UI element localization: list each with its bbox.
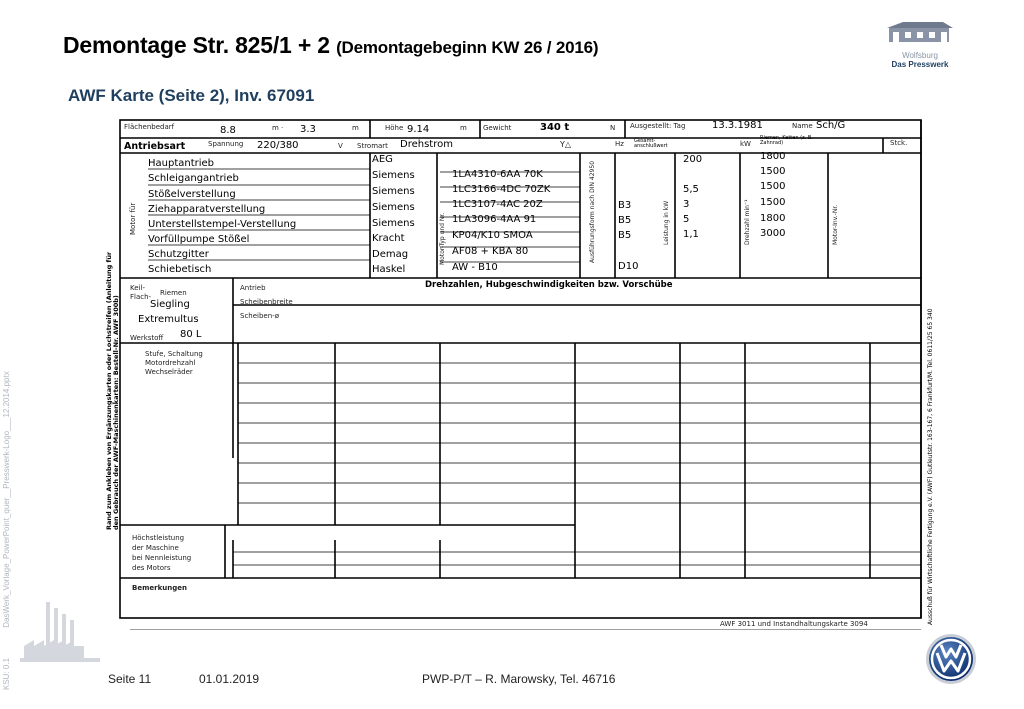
motor-rpm: 1500 xyxy=(760,181,786,192)
vw-logo xyxy=(925,633,977,685)
stck-label: Stck. xyxy=(890,139,908,147)
motor-purpose: Stößelverstellung xyxy=(148,189,236,200)
title-main: Demontage Str. 825/1 + 2 xyxy=(63,32,330,58)
riemen-maker: Siegling xyxy=(150,299,190,310)
motor-rpm: 3000 xyxy=(760,228,786,239)
antrieb-label: Antrieb xyxy=(240,284,266,292)
motor-form: B3 xyxy=(618,200,632,211)
flaechenbedarf-label: Flächenbedarf xyxy=(124,123,175,131)
gewicht-value: 340 t xyxy=(540,122,570,133)
motor-type: KP04/K10 SMOA xyxy=(452,230,533,241)
logo-line1: Wolfsburg xyxy=(902,51,938,60)
spannung-label: Spannung xyxy=(208,140,244,148)
left-margin-text: Rand zum Ankleben von Ergänzungskarten oder Lochstreifen (Anleitung für den Gebrauch der AWF-Maschinenkarten: Bestell-Nr. AWF 300b) xyxy=(105,251,120,530)
motor-purpose: Ziehapparatverstellung xyxy=(148,204,266,215)
footer-page: Seite 11 xyxy=(108,672,152,686)
motor-purpose: Unterstellstempel-Verstellung xyxy=(148,219,297,230)
m2-label: m xyxy=(352,124,359,132)
antriebsart-label: Antriebsart xyxy=(124,141,186,152)
stufe-line2: Motordrehzahl xyxy=(145,359,196,367)
motor-maker: Demag xyxy=(372,249,409,260)
file-name: DasWerk_Vorlage_PowerPoint_quer__Presswerk-Logo___12.2014.pptx xyxy=(2,371,11,628)
factory-silhouette-icon xyxy=(20,600,100,662)
v-label: V xyxy=(338,142,343,150)
n-label: N xyxy=(610,124,616,132)
motor-type: AF08 + KBA 80 xyxy=(452,246,529,257)
flaechenbedarf-w: 8.8 xyxy=(220,125,236,136)
m3-label: m xyxy=(460,124,467,132)
flach-label: Flach- xyxy=(130,293,152,301)
drehzahl-label: Drehzahl min⁻¹ xyxy=(744,199,751,245)
hoechst-line2: der Maschine xyxy=(132,544,179,552)
motor-maker: Kracht xyxy=(372,233,405,244)
hoehe-label: Höhe xyxy=(385,124,404,132)
version-label: KSU: 0.1 xyxy=(2,657,11,690)
motor-purpose: Vorfüllpumpe Stößel xyxy=(148,234,250,245)
spannung-value: 220/380 xyxy=(257,140,299,151)
motor-maker: Siemens xyxy=(372,202,415,213)
right-margin-text: Ausschuß für Wirtschaftliche Fertigung e.V. (AWF) Gutleutstr. 163-167, 6 Frankfurt/M. Tel. 0611/25 65 340 xyxy=(927,308,934,625)
footer-contact: PWP-P/T – R. Marowsky, Tel. 46716 xyxy=(422,672,616,686)
werkstoff-label: Werkstoff xyxy=(130,334,164,342)
hoechst-line4: des Motors xyxy=(132,564,171,572)
gesamt-label: Gesamt-anschlußwert xyxy=(634,138,668,149)
motor-rpm: 1800 xyxy=(760,213,786,224)
motor-form: D10 xyxy=(618,261,639,272)
presswerk-logo xyxy=(880,20,960,69)
drehzahlen-heading: Drehzahlen, Hubgeschwindigkeiten bzw. Vorschübe xyxy=(425,280,673,290)
motor-rpm: 1500 xyxy=(760,197,786,208)
extra-value-200: 200 xyxy=(683,154,703,165)
name-label: Name xyxy=(792,122,813,130)
motor-kw: 5 xyxy=(683,214,690,225)
scheibenbreite-label: Scheibenbreite xyxy=(240,298,293,306)
riemen-label: Riemen, Ketten (z. B. Zahnrad) xyxy=(760,135,813,146)
motor-typ-label: Motor-Typ und Nr. xyxy=(439,212,446,265)
motor-form: B5 xyxy=(618,215,632,226)
riemen-type: Extremultus xyxy=(138,314,199,325)
keil-label: Keil- xyxy=(130,284,145,292)
awf-card xyxy=(100,115,940,630)
motor-maker: Siemens xyxy=(372,170,415,181)
motor-type: 1LC3166-4DC 70ZK xyxy=(452,184,551,195)
motor-maker: AEG xyxy=(372,154,393,165)
motor-purpose: Schutzgitter xyxy=(148,249,209,260)
hoechst-line1: Höchstleistung xyxy=(132,534,185,542)
kw-label: kW xyxy=(740,140,751,148)
stromart-value: Drehstrom xyxy=(400,139,453,150)
motor-purpose: Schleigangantrieb xyxy=(148,173,239,184)
motor-kw: 3 xyxy=(683,199,690,210)
motor-type: 1LA3096-4AA 91 xyxy=(452,214,537,225)
side-file-info xyxy=(2,371,11,690)
werkstoff-value: 80 L xyxy=(180,329,202,340)
motor-inv-label: Motor-Inv.-Nr. xyxy=(832,204,839,245)
motor-kw: 1,1 xyxy=(683,229,699,240)
motor-form: B5 xyxy=(618,230,632,241)
motor-kw: 5,5 xyxy=(683,184,699,195)
page-title xyxy=(63,32,598,59)
stromart-label: Stromart xyxy=(357,142,388,150)
ausgestellt-date: 13.3.1981 xyxy=(712,120,763,131)
y-label: Y△ xyxy=(560,140,572,149)
ausfuehrung-label: Ausführungsform nach DIN 42950 xyxy=(589,160,596,263)
motor-maker: Siemens xyxy=(372,186,415,197)
motor-rpm: 1500 xyxy=(760,166,786,177)
motor-rpm: 1800 xyxy=(760,151,786,162)
motor-type: 1LC3107-4AC 20Z xyxy=(452,199,543,210)
motor-maker: Siemens xyxy=(372,218,415,229)
bemerkungen-label: Bemerkungen xyxy=(132,584,187,592)
riemen-mid-label: Riemen xyxy=(160,289,187,297)
motor-purpose: Hauptantrieb xyxy=(148,158,215,169)
hz-label: Hz xyxy=(615,140,624,148)
footer-date: 01.01.2019 xyxy=(199,672,260,686)
ausgestellt-label: Ausgestellt: Tag xyxy=(630,122,686,130)
hoehe-value: 9.14 xyxy=(407,124,430,135)
gewicht-label: Gewicht xyxy=(483,124,512,132)
title-paren: (Demontagebeginn KW 26 / 2016) xyxy=(336,38,599,57)
motor-type: 1LA4310-6AA 70K xyxy=(452,169,543,180)
logo-line2: Das Presswerk xyxy=(891,60,949,69)
page-subtitle: AWF Karte (Seite 2), Inv. 67091 xyxy=(68,86,315,105)
stufe-line1: Stufe, Schaltung xyxy=(145,350,203,358)
stufe-line3: Wechselräder xyxy=(145,368,193,376)
scheiben-d-label: Scheiben-ø xyxy=(240,312,279,320)
leistung-label: Leistung in kW xyxy=(663,200,670,245)
name-value: Sch/G xyxy=(816,120,846,131)
motor-fuer-label: Motor für xyxy=(129,202,137,235)
bottom-text: AWF 3011 und Instandhaltungskarte 3094 xyxy=(720,620,868,628)
motor-maker: Haskel xyxy=(372,264,406,275)
motor-type: AW - B10 xyxy=(452,262,498,273)
presswerk-building-icon xyxy=(883,20,957,44)
m1-label: m · xyxy=(272,124,284,132)
motor-purpose: Schiebetisch xyxy=(148,264,212,275)
flaechenbedarf-d: 3.3 xyxy=(300,124,316,135)
hoechst-line3: bei Nennleistung xyxy=(132,554,192,562)
